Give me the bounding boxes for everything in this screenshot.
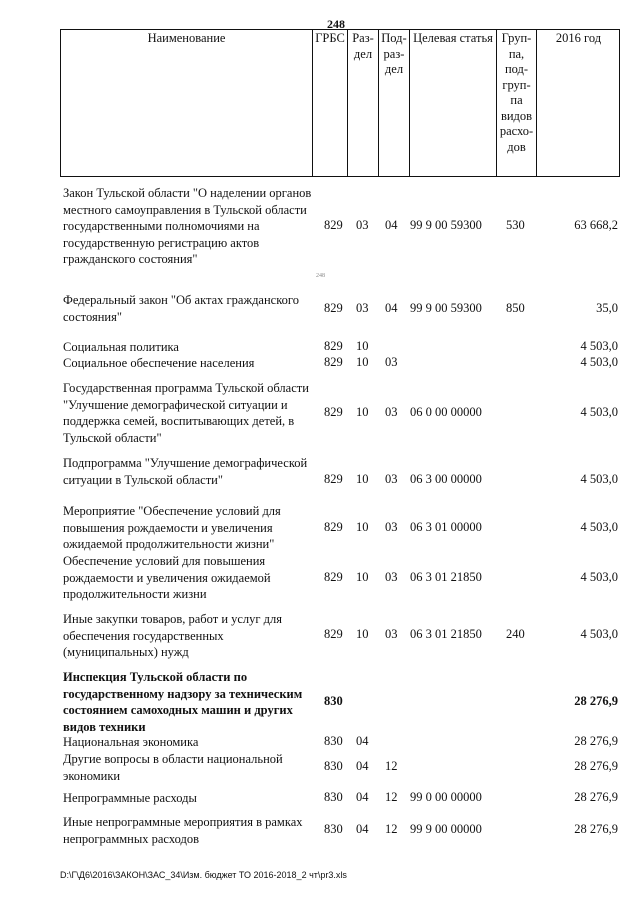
row-grbs: 829: [324, 520, 343, 534]
row-name: Национальная экономика: [63, 735, 199, 749]
row-podrazdel: 04: [385, 218, 398, 232]
row-name: Инспекция Тульской области по государственному надзору за техническим состоянием самоходных машин и других видов техники: [63, 670, 303, 734]
row-grbs: 829: [324, 301, 343, 315]
row-grbs: 830: [324, 790, 343, 804]
row-podrazdel: 12: [385, 822, 398, 836]
row-name: Социальная политика: [63, 340, 179, 354]
row-grbs: 829: [324, 355, 343, 369]
row-target: 99 0 00 00000: [410, 790, 482, 804]
row-target: 06 3 00 00000: [410, 472, 482, 486]
row-name: Социальное обеспечение населения: [63, 356, 255, 370]
row-razdel: 03: [356, 218, 369, 232]
row-razdel: 10: [356, 472, 369, 486]
row-podrazdel: 03: [385, 627, 398, 641]
row-razdel: 04: [356, 759, 369, 773]
row-sum: 4 503,0: [580, 339, 618, 353]
row-grbs: 830: [324, 759, 343, 773]
row-podrazdel: 12: [385, 790, 398, 804]
row-sum: 63 668,2: [574, 218, 618, 232]
header-target: Целевая статья: [409, 30, 496, 176]
row-razdel: 10: [356, 570, 369, 584]
row-sum: 28 276,9: [574, 822, 618, 836]
row-grbs: 829: [324, 339, 343, 353]
row-razdel: 10: [356, 520, 369, 534]
header-podrazdel: Под- раз- дел: [378, 30, 409, 176]
row-podrazdel: 03: [385, 355, 398, 369]
row-sum: 4 503,0: [580, 355, 618, 369]
row-target: 06 0 00 00000: [410, 405, 482, 419]
row-grbs: 830: [324, 694, 343, 708]
row-razdel: 10: [356, 355, 369, 369]
row-razdel: 10: [356, 339, 369, 353]
row-sum: 4 503,0: [580, 405, 618, 419]
row-grbs: 829: [324, 570, 343, 584]
row-sum: 4 503,0: [580, 627, 618, 641]
row-name: Непрограммные расходы: [63, 791, 197, 805]
row-grbs: 829: [324, 627, 343, 641]
row-name: Федеральный закон "Об актах гражданского состояния": [63, 293, 299, 324]
row-name: Подпрограмма "Улучшение демографической ситуации в Тульской области": [63, 456, 308, 487]
row-grbs: 829: [324, 405, 343, 419]
row-sum: 4 503,0: [580, 570, 618, 584]
row-group: 530: [506, 218, 525, 232]
row-razdel: 04: [356, 734, 369, 748]
row-grbs: 830: [324, 734, 343, 748]
row-podrazdel: 03: [385, 405, 398, 419]
row-name: Государственная программа Тульской области "Улучшение демографической ситуации и поддержка семей, воспитывающих детей, в Тульской области": [63, 381, 309, 445]
row-sum: 35,0: [596, 301, 618, 315]
row-group: 240: [506, 627, 525, 641]
header-group: Груп- па, под- груп- па видов расхо- дов: [496, 30, 536, 176]
row-podrazdel: 04: [385, 301, 398, 315]
file-path-footer: D:\Г\Д6\2016\ЗАКОН\ЗАС_34\Изм. бюджет ТО 2016-2018_2 чт\pr3.xls: [60, 870, 347, 880]
header-name: Наименование: [147, 31, 226, 45]
header-grbs: ГРБС: [312, 30, 347, 176]
row-target: 06 3 01 21850: [410, 570, 482, 584]
row-name: Обеспечение условий для повышения рождаемости и увеличения ожидаемой продолжительности жизни: [63, 554, 271, 601]
table-header: [60, 29, 620, 177]
row-name: Иные непрограммные мероприятия в рамках непрограммных расходов: [63, 815, 303, 846]
row-target: 99 9 00 00000: [410, 822, 482, 836]
row-podrazdel: 03: [385, 570, 398, 584]
row-sum: 28 276,9: [574, 790, 618, 804]
row-razdel: 10: [356, 627, 369, 641]
row-sum: 28 276,9: [574, 759, 618, 773]
row-razdel: 10: [356, 405, 369, 419]
stray-mark: 248: [316, 273, 325, 279]
row-name: Другие вопросы в области национальной экономики: [63, 752, 283, 783]
row-sum: 28 276,9: [574, 734, 618, 748]
row-name: Закон Тульской области "О наделении органов местного самоуправления в Тульской области государственными полномочиями на государственную регистрацию актов гражданского состояния": [63, 186, 312, 266]
row-target: 99 9 00 59300: [410, 218, 482, 232]
row-target: 06 3 01 21850: [410, 627, 482, 641]
row-sum: 4 503,0: [580, 472, 618, 486]
row-target: 06 3 01 00000: [410, 520, 482, 534]
row-podrazdel: 03: [385, 472, 398, 486]
row-razdel: 04: [356, 822, 369, 836]
row-podrazdel: 03: [385, 520, 398, 534]
row-group: 850: [506, 301, 525, 315]
row-sum: 4 503,0: [580, 520, 618, 534]
header-year: 2016 год: [536, 30, 620, 176]
row-podrazdel: 12: [385, 759, 398, 773]
row-sum: 28 276,9: [574, 694, 618, 708]
row-grbs: 830: [324, 822, 343, 836]
row-grbs: 829: [324, 472, 343, 486]
page-number: 248: [327, 17, 345, 31]
header-razdel: Раз- дел: [347, 30, 378, 176]
row-name: Иные закупки товаров, работ и услуг для обеспечения государственных (муниципальных) нужд: [63, 612, 283, 659]
row-target: 99 9 00 59300: [410, 301, 482, 315]
row-grbs: 829: [324, 218, 343, 232]
row-razdel: 04: [356, 790, 369, 804]
row-name: Мероприятие "Обеспечение условий для повышения рождаемости и увеличения ожидаемой продолжительности жизни": [63, 504, 281, 551]
row-razdel: 03: [356, 301, 369, 315]
